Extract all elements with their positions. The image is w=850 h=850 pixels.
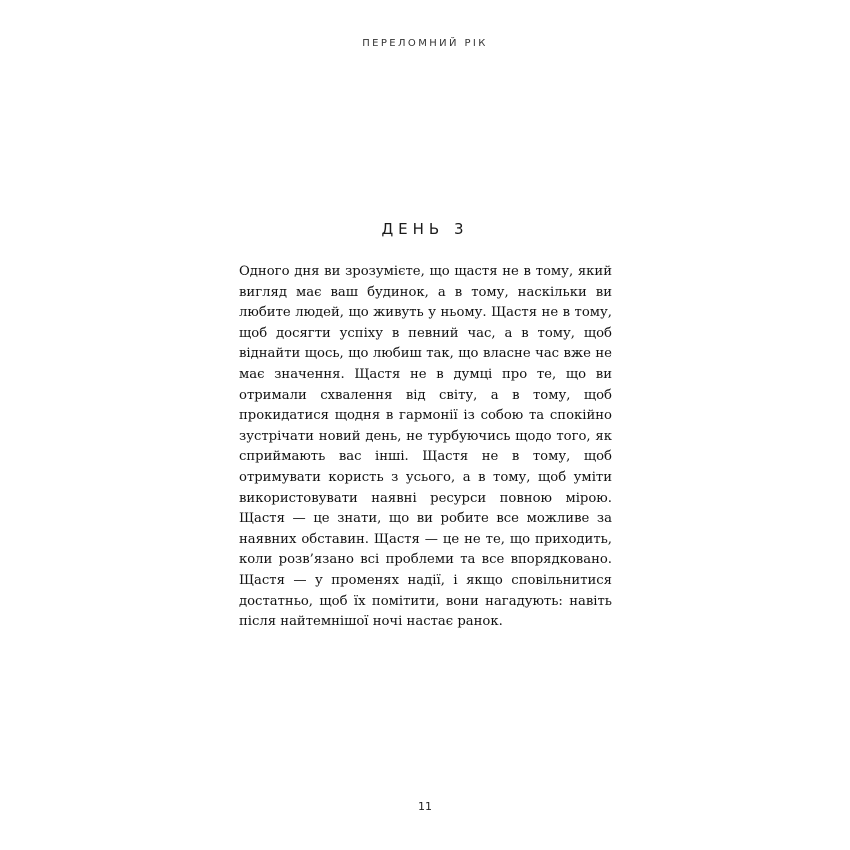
page-number: 11 [418, 800, 432, 813]
chapter-title: ДЕНЬ 3 [381, 220, 469, 238]
running-head: ПЕРЕЛОМНИЙ РІК [362, 38, 488, 49]
body-paragraph: Одного дня ви зрозумієте, що щастя не в тому, який вигляд має ваш будинок, а в тому, наскільки ви любите людей, що живуть у ньому. Щастя не в тому, щоб досягти успіху в певний час, а в тому, щоб віднайти щось, що любиш так, що власне час вже не має значення. Щастя не в думці про те, що ви отримали схвалення від світу, а в тому, щоб прокидатися щодня в гармонії із собою та спокійно зустрічати новий день, не турбуючись щодо того, як сприймають вас інші. Щастя не в тому, щоб отримувати користь з усього, а в тому, щоб уміти використовувати наявні ресурси повною мірою. Щастя — це знати, що ви робите все можливе за наявних обставин. Щастя — це не те, що приходить, коли розв’язано всі проблеми та все впорядковано. Щастя — у променях надії, і якщо сповільнитися достатньо, щоб їх помітити, вони нагадують: навіть після найтемнішої ночі настає ранок. [239, 264, 612, 630]
